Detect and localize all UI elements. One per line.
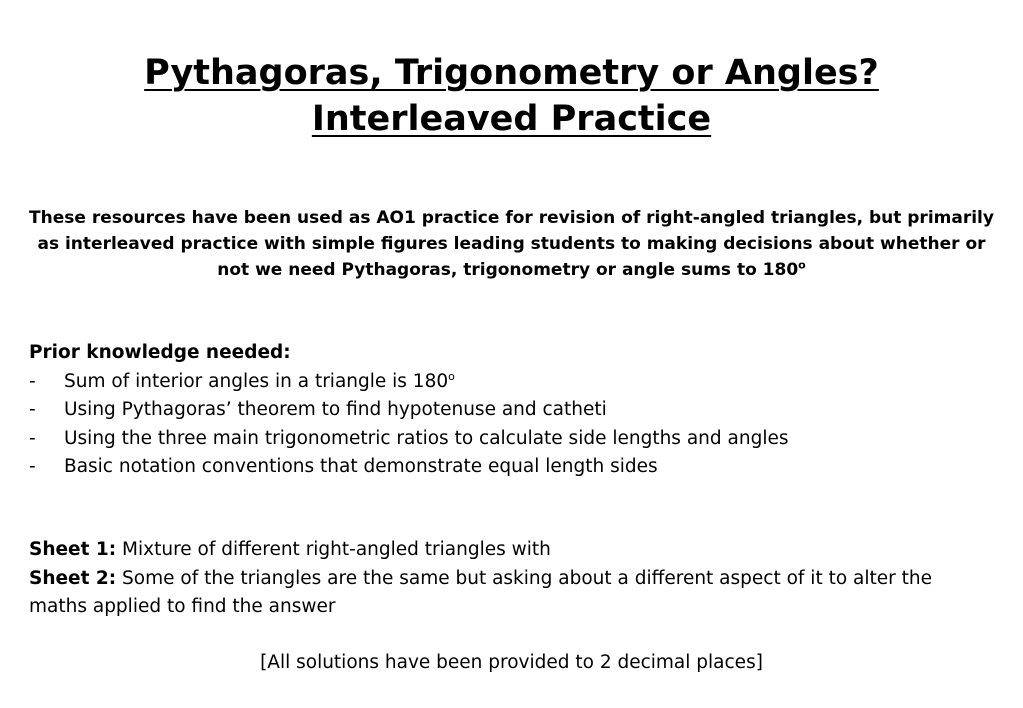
sheet-1-text: Mixture of different right-angled triangles with xyxy=(116,539,551,560)
sheet-2-description xyxy=(29,565,989,622)
list-item xyxy=(29,396,989,425)
list-item-text: Using Pythagoras’ theorem to find hypotenuse and catheti xyxy=(64,399,607,420)
intro-text: These resources have been used as AO1 practice for revision of right-angled triangles, but primarily as interleaved practice with simple figures leading students to making decisions about whether or not we need Pythagoras, trigonometry or angle sums to 180 xyxy=(29,208,994,280)
list-item xyxy=(29,368,989,397)
sheet-2-text: Some of the triangles are the same but asking about a different aspect of it to alter the maths applied to find the answer xyxy=(29,567,932,617)
bullet-dash: - xyxy=(29,427,36,449)
bullet-dash: - xyxy=(29,456,36,477)
title-line-1: Pythagoras, Trigonometry or Angles? xyxy=(144,53,879,93)
intro-degree-superscript: o xyxy=(798,258,806,272)
degree-superscript: o xyxy=(448,369,455,383)
bullet-dash: - xyxy=(29,399,36,420)
title-line-2: Interleaved Practice xyxy=(311,99,712,139)
page-title xyxy=(0,50,1023,142)
list-item-text: Basic notation conventions that demonstrate equal length sides xyxy=(64,456,658,477)
prior-knowledge-section xyxy=(29,339,989,482)
list-item xyxy=(29,453,989,482)
list-item xyxy=(29,425,989,454)
sheet-2-label: Sheet 2: xyxy=(29,567,117,589)
list-item-text: Sum of interior angles in a triangle is 180 xyxy=(64,370,449,392)
bullet-dash: - xyxy=(29,370,36,392)
prior-knowledge-heading: Prior knowledge needed: xyxy=(29,342,291,363)
intro-paragraph xyxy=(20,205,1003,283)
sheets-section xyxy=(29,536,989,622)
sheet-1-label: Sheet 1: xyxy=(29,539,117,560)
list-item-text: Using the three main trigonometric ratios to calculate side lengths and angles xyxy=(64,427,789,449)
prior-knowledge-list xyxy=(29,368,989,482)
solutions-note: [All solutions have been provided to 2 decimal places] xyxy=(260,652,763,673)
sheet-1-description xyxy=(29,536,989,565)
